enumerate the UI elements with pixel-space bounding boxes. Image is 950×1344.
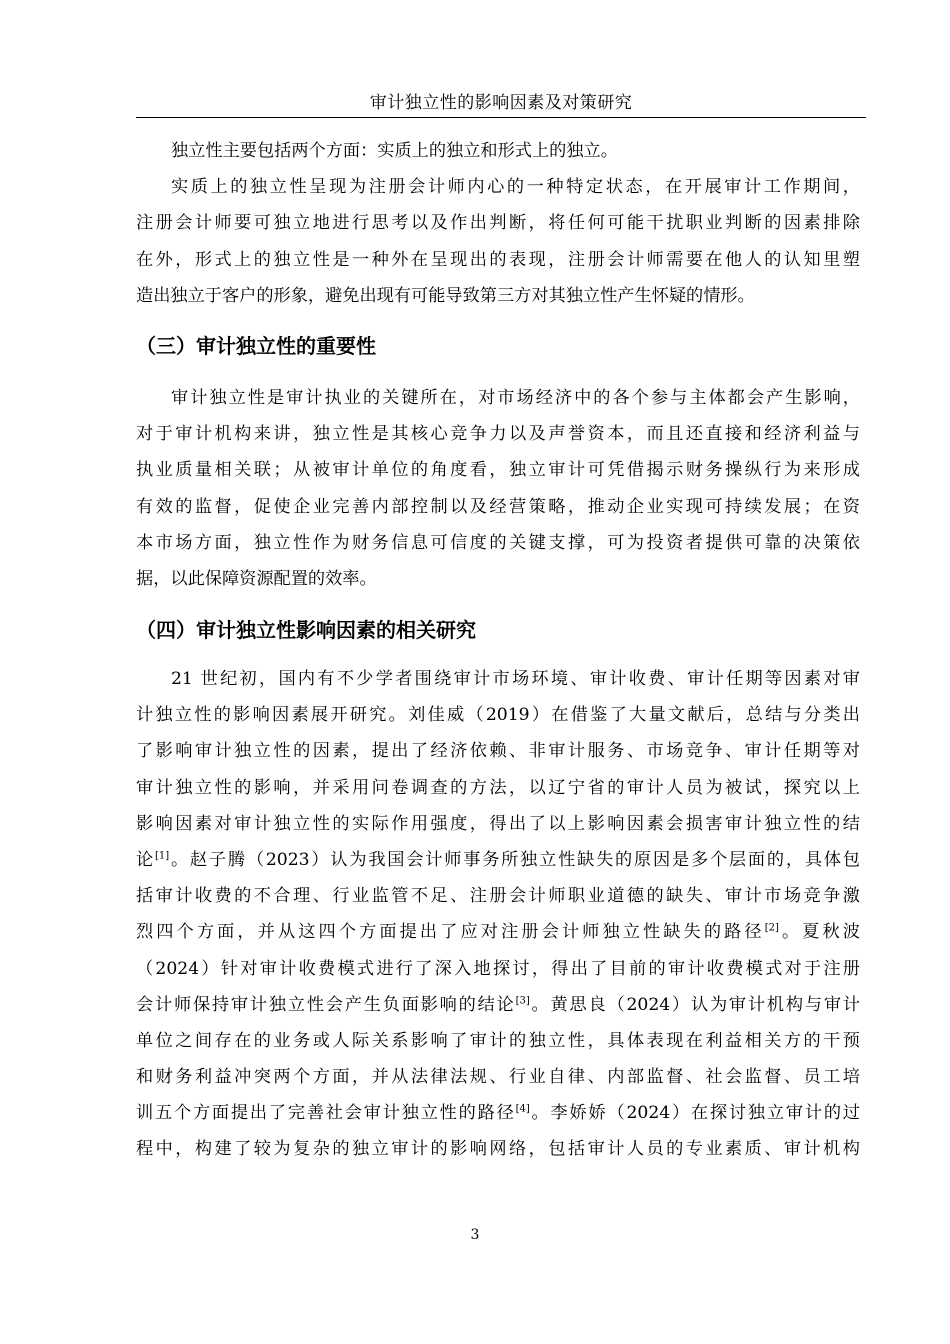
section4-body [136,661,860,1168]
paragraph-line: 审计独立性是审计执业的关键所在，对市场经济中的各个参与主体都会产生影响， [171,388,860,408]
citation-ref[interactable]: [4] [515,1103,530,1115]
line-text: 。赵子腾（2023）认为我国会计师事务所独立性缺失的原因是多个层面的，具体包 [169,849,860,870]
paragraph-line: 执业质量相关联；从被审计单位的角度看，独立审计可凭借揭示财务操纵行为来形成 [136,460,860,481]
paragraph-line: 在外，形式上的独立性是一种外在呈现出的表现，注册会计师需要在他人的认知里塑 [136,249,860,270]
header-rule [136,117,866,118]
line-text: 论 [136,849,155,870]
citation-ref[interactable]: [2] [764,922,779,934]
page-number: 3 [470,1227,480,1243]
line-text: 会计师保持审计独立性会产生负面影响的结论 [136,994,516,1015]
paragraph-line: 单位之间存在的业务或人际关系影响了审计的独立性，具体表现在利益相关方的干预 [136,1030,860,1051]
line-text: 烈四个方面，并从这四个方面提出了应对注册会计师独立性缺失的路径 [136,922,765,943]
line-text: 。黄思良（2024）认为审计机构与审计 [529,994,860,1015]
section-heading: （三）审计独立性的重要性 [136,334,376,358]
paragraph-line: 程中，构建了较为复杂的独立审计的影响网络，包括审计人员的专业素质、审计机构 [136,1139,860,1160]
line-text: 训五个方面提出了完善社会审计独立性的路径 [136,1103,516,1124]
paragraph-line: 独立性主要包括两个方面：实质上的独立和形式上的独立。 [171,141,618,161]
paragraph-line [136,914,860,950]
paragraph-line: 实质上的独立性呈现为注册会计师内心的一种特定状态，在开展审计工作期间， [171,177,860,198]
paragraph-line: 括审计收费的不合理、行业监管不足、注册会计师职业道德的缺失、审计市场竞争激 [136,886,860,907]
paragraph-line: 了影响审计独立性的因素，提出了经济依赖、非审计服务、市场竞争、审计任期等对 [136,741,860,762]
paragraph-line: 有效的监督，促使企业完善内部控制以及经营策略，推动企业实现可持续发展；在资 [136,496,860,517]
paragraph-line: 本市场方面，独立性作为财务信息可信度的关键支撑，可为投资者提供可靠的决策依 [136,532,860,553]
line-text: 。夏秋波 [778,922,860,943]
paragraph-line: 造出独立于客户的形象，避免出现有可能导致第三方对其独立性产生怀疑的情形。 [136,285,755,306]
section3-body [136,380,860,597]
citation-ref[interactable]: [3] [515,994,530,1006]
paragraph-line [136,987,860,1023]
citation-ref[interactable]: [1] [154,850,170,862]
paragraph-line: 21 世纪初，国内有不少学者围绕审计市场环境、审计收费、审计任期等因素对审 [171,669,860,689]
paragraph-line [136,842,860,878]
paragraph-line: 审计独立性的影响，并采用问卷调查的方法，以辽宁省的审计人员为被试，探究以上 [136,777,860,798]
paragraph-line: 对于审计机构来讲，独立性是其核心竞争力以及声誉资本，而且还直接和经济利益与 [136,424,860,445]
intro-section [136,133,860,314]
paragraph-line: 计独立性的影响因素展开研究。刘佳威（2019）在借鉴了大量文献后，总结与分类出 [136,705,860,726]
paragraph-line [136,1095,860,1131]
paragraph-line: 影响因素对审计独立性的实际作用强度，得出了以上影响因素会损害审计独立性的结 [136,813,860,834]
line-text: 。李娇娇（2024）在探讨独立审计的过 [529,1103,860,1124]
running-header: 审计独立性的影响因素及对策研究 [369,93,633,113]
paragraph-line: 和财务利益冲突两个方面，并从法律法规、行业自律、内部监督、社会监督、员工培 [136,1067,860,1088]
paragraph-line: 据，以此保障资源配置的效率。 [136,568,377,589]
paragraph-line: （2024）针对审计收费模式进行了深入地探讨，得出了目前的审计收费模式对于注册 [136,958,860,979]
section-heading: （四）审计独立性影响因素的相关研究 [136,618,476,642]
paragraph-line: 注册会计师要可独立地进行思考以及作出判断，将任何可能干扰职业判断的因素排除 [136,213,860,234]
